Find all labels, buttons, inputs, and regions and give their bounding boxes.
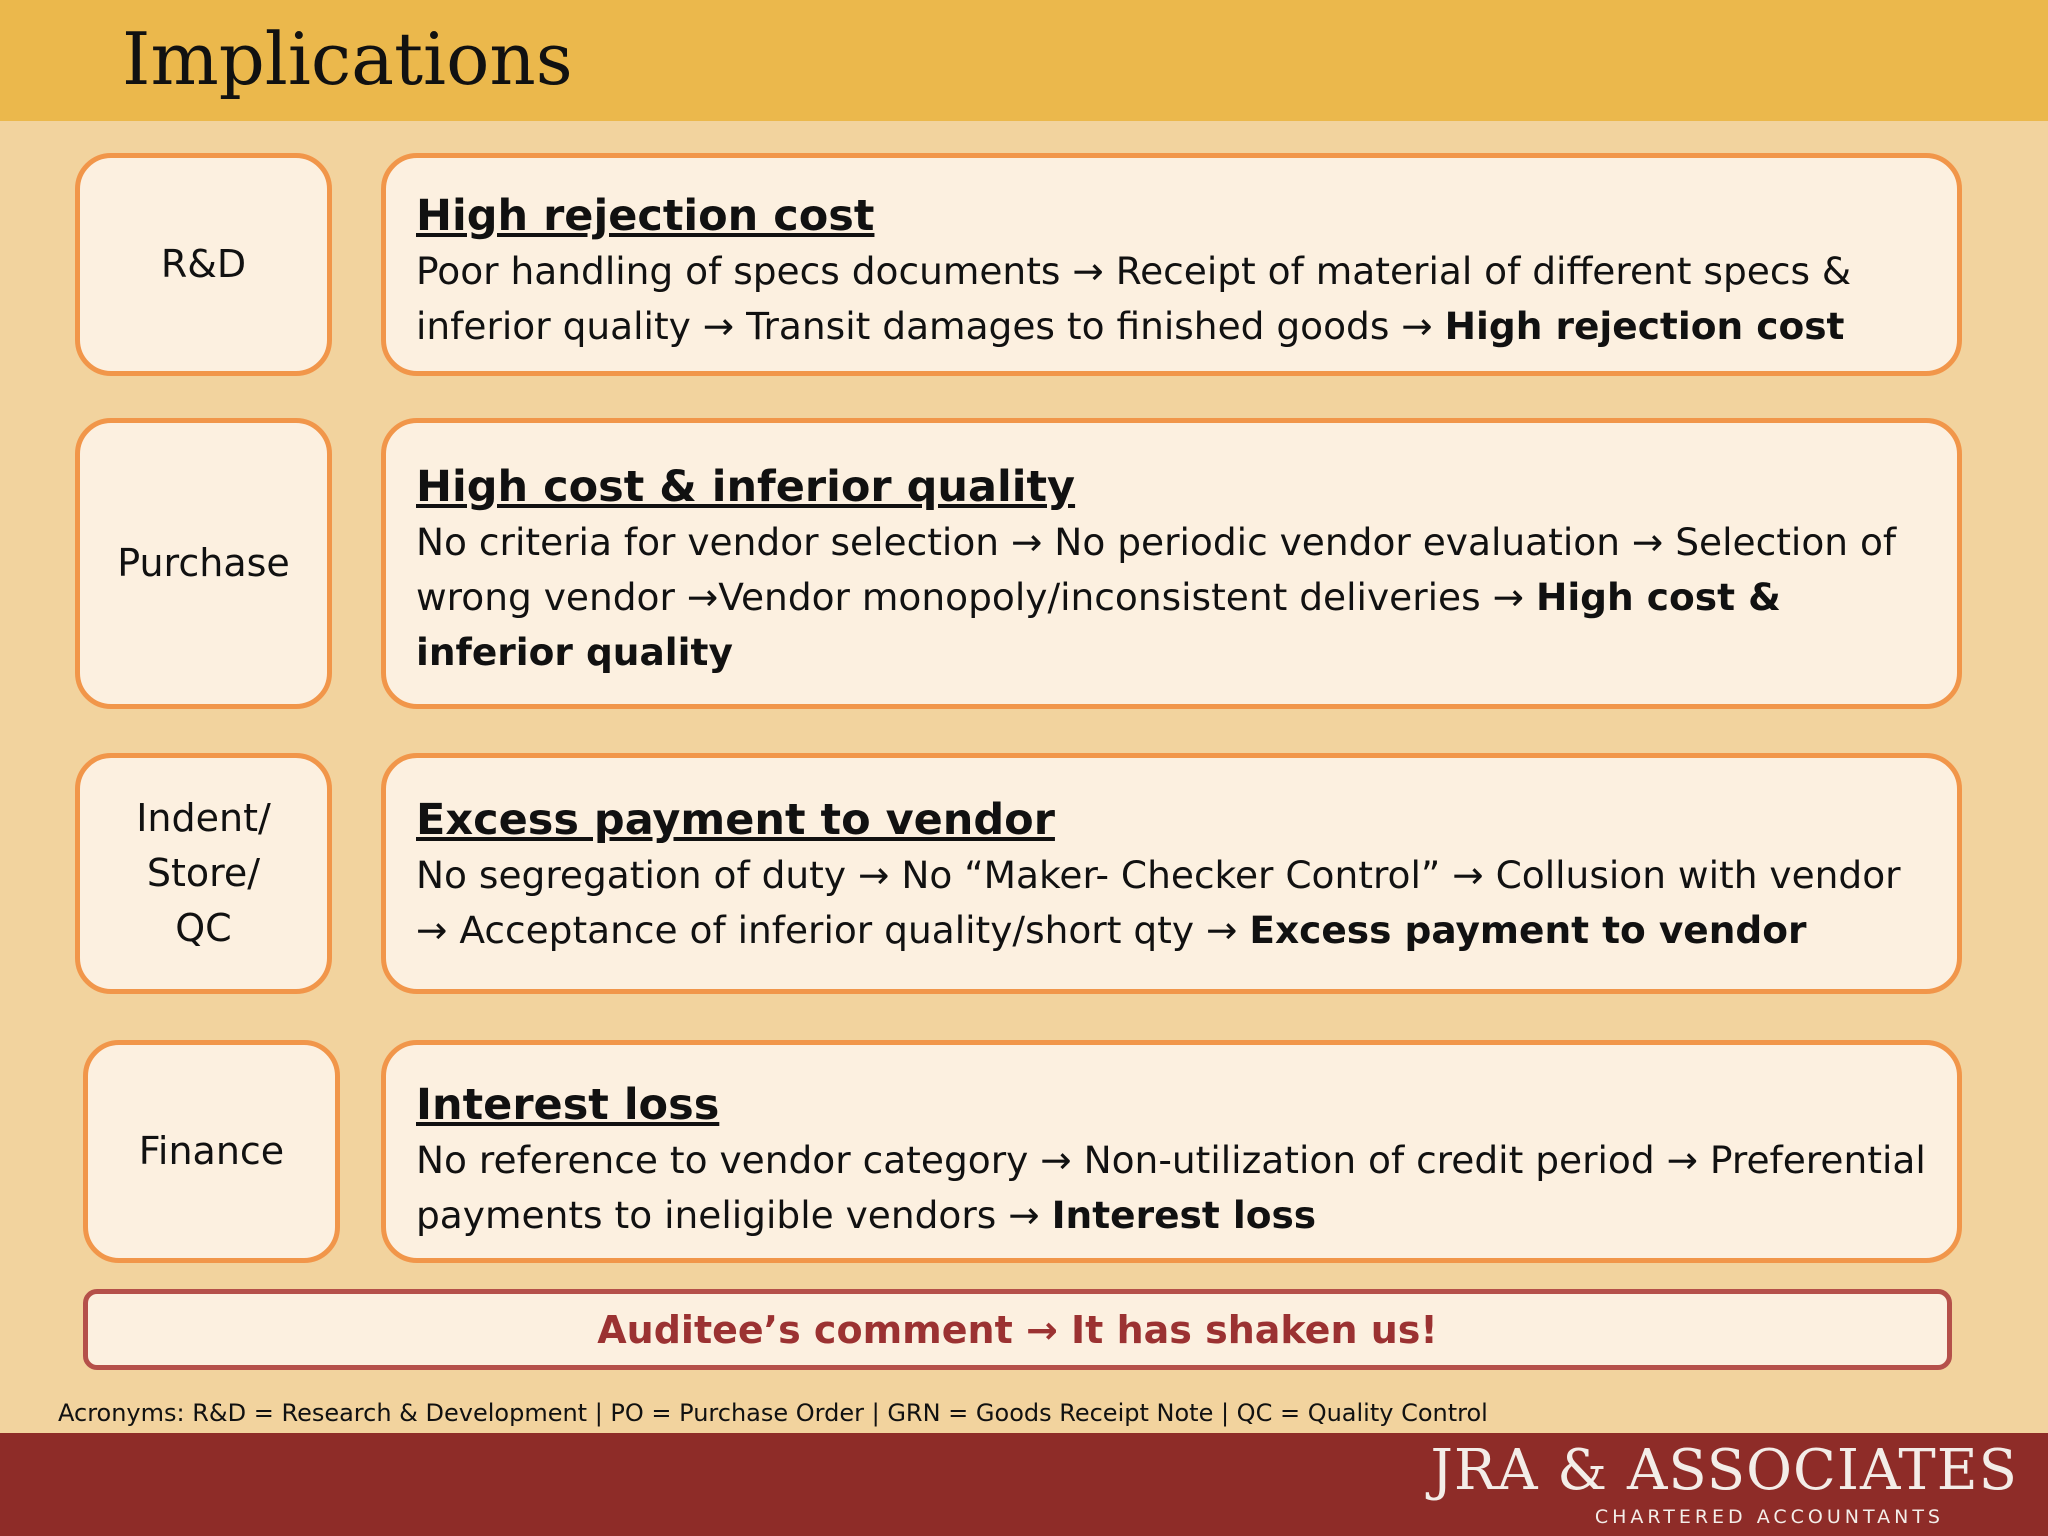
brand-logo-subtitle: CHARTERED ACCOUNTANTS — [1594, 1506, 1944, 1528]
implication-chain — [416, 848, 1929, 958]
auditee-comment-text: Auditee’s comment → It has shaken us! — [597, 1307, 1438, 1352]
brand-logo-name: JRA & ASSOCIATES — [1430, 1438, 2018, 1503]
slide-title: Implications — [122, 17, 573, 101]
implication-chain — [416, 1133, 1929, 1243]
dept-label: Finance — [138, 1129, 285, 1173]
dept-box-finance — [83, 1040, 340, 1263]
dept-label: Purchase — [117, 541, 290, 585]
cause-chain-text: Poor handling of specs documents → Receipt of material of different specs & inferior quality → Transit damages to finished goods → — [416, 249, 1852, 348]
conclusion-text: Excess payment to vendor — [1249, 908, 1807, 952]
cause-chain-text: No segregation of duty → No “Maker- Checker Control” → Collusion with vendor → Acceptance of inferior quality/short qty → — [416, 853, 1901, 952]
cause-chain-text: No criteria for vendor selection → No periodic vendor evaluation → Selection of wrong vendor →Vendor monopoly/inconsistent deliveries → — [416, 520, 1897, 619]
implication-chain — [416, 244, 1929, 354]
conclusion-text: High cost & inferior quality — [416, 575, 1781, 674]
implication-heading: Interest loss — [416, 1080, 720, 1130]
dept-box-indent-store-qc — [75, 753, 332, 994]
implication-heading: High cost & inferior quality — [416, 462, 1076, 512]
dept-label: R&D — [160, 242, 247, 286]
cause-chain-text: No reference to vendor category → Non-utilization of credit period → Preferential payments to ineligible vendors → — [416, 1138, 1926, 1237]
conclusion-text: Interest loss — [1051, 1193, 1317, 1237]
implication-box-indent-store-qc — [381, 753, 1962, 994]
dept-label: Indent/ Store/ QC — [136, 796, 271, 950]
implication-box-purchase — [381, 418, 1962, 709]
dept-box-rnd — [75, 153, 332, 376]
implication-box-rnd — [381, 153, 1962, 376]
conclusion-text: High rejection cost — [1444, 304, 1845, 348]
dept-box-purchase — [75, 418, 332, 709]
implication-heading: Excess payment to vendor — [416, 795, 1055, 845]
implication-box-finance — [381, 1040, 1962, 1263]
implication-heading: High rejection cost — [416, 191, 875, 241]
auditee-comment-box — [83, 1289, 1952, 1370]
implication-chain — [416, 515, 1929, 680]
acronyms-footnote: Acronyms: R&D = Research & Development | PO = Purchase Order | GRN = Goods Receipt Note | QC = Quality Control — [58, 1399, 1488, 1427]
